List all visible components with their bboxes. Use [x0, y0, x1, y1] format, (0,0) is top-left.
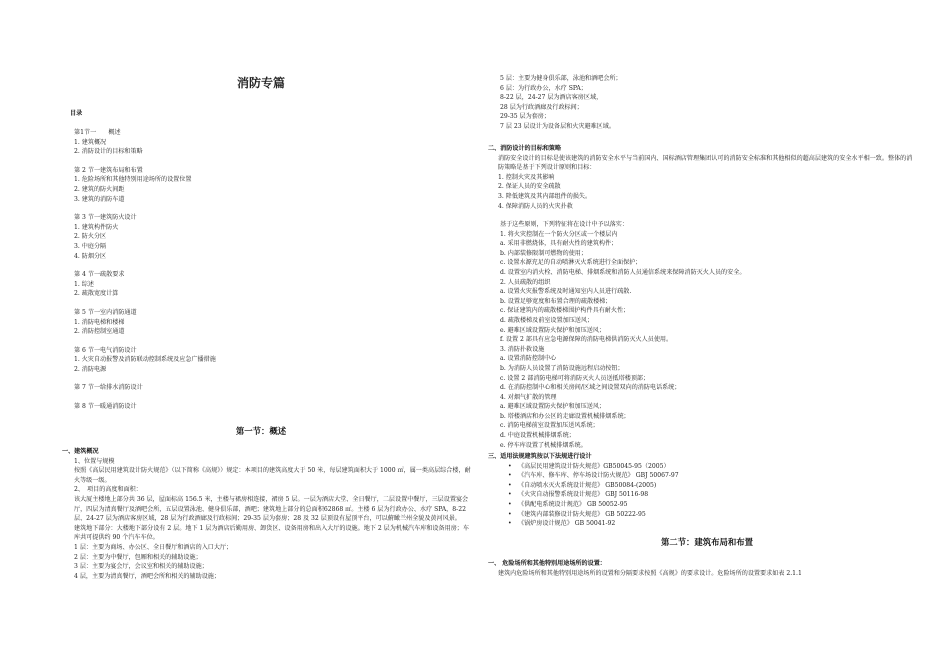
list-item: b. 内部装修限制可燃物的使用；	[500, 249, 587, 257]
section-1-title: 第一节：概述	[235, 426, 287, 436]
toc-group-8	[74, 402, 216, 412]
toc-head: 第1节一 概述	[74, 129, 121, 136]
list-item: a. 避难区域设置防火保护和加压送风；	[500, 403, 606, 411]
paragraph: 按照《高层民用建筑设计防火规范》（以下简称《高规》）规定：本项目的建筑高度大于 50 米，每层建筑面积大于 1000 ㎡，属一类高层综合楼，耐火等级一级。	[74, 467, 471, 484]
toc-group-1	[74, 128, 216, 157]
list-item: c. 消防电梯前室设置加压送风系统；	[500, 422, 599, 430]
toc-head: 第 4 节一疏散要求	[74, 271, 125, 279]
list-item: 8-22 层，24-27 层为酒店客房区域，	[500, 94, 603, 102]
list-item: e. 停车库设置了机械排烟系统。	[500, 441, 587, 449]
toc-group-6	[74, 346, 216, 375]
list-item: • 《建筑内部装修设计防火规范》 GB 50222-95	[496, 510, 914, 520]
toc-item: 2. 建筑的防火间距	[74, 185, 125, 193]
list-item: d. 中庭设置机械排烟系统；	[500, 432, 575, 440]
list-item: • 《汽车库、修车库、停车场设计防火规范》 GBJ 50067-97	[496, 471, 914, 481]
toc-item: 3. 中庭分隔	[74, 242, 107, 250]
toc-item: 2. 消防设计的目标和策略	[74, 148, 143, 156]
list-item: d. 在消防控制中心和相关房间/区域之间设置双向的消防电话系统；	[500, 384, 681, 392]
toc-item: 1. 建筑构件防火	[74, 223, 119, 231]
goals-list	[488, 173, 914, 211]
list-item: • 《火灾自动报警系统设计规范》 GBJ 50116-98	[496, 490, 914, 500]
list-item: 3. 消防扑救设施	[500, 345, 545, 353]
toc-item: 2. 疏散宽度计算	[74, 290, 119, 298]
toc-item: 2. 防火分区	[74, 233, 107, 241]
toc-item: 1. 综述	[74, 280, 94, 288]
list-item: f. 设置 2 部具有应急电源保障的消防电梯供消防灭火人员使用。	[500, 336, 673, 344]
toc-head: 第 3 节一建筑防火设计	[74, 214, 137, 222]
list-item: b. 设置足够宽度和布置合理的疏散楼梯；	[500, 297, 612, 305]
list-item: c. 设置 2 部消防电梯可将消防灭火人员送抵塔楼顶部；	[500, 374, 650, 382]
list-item: 4. 保障消防人员的火灾扑救	[498, 202, 573, 210]
list-item: 1 层：主要为商场、办公区、全日餐厅和酒店的入口大厅；	[74, 543, 233, 551]
subheading-goals: 二、消防设计的目标和策略	[488, 145, 562, 152]
list-item: • 《自动喷水灭火系统设计规范》 GB50084-(2005)	[496, 481, 914, 491]
toc-item: 1. 建筑概况	[74, 138, 107, 146]
section-2-body	[488, 559, 914, 578]
list-item: b. 为消防人员设置了消防设施远程启动按钮；	[500, 364, 624, 372]
section-1-body	[62, 447, 474, 581]
paragraph: 1、位置与规模	[74, 457, 115, 465]
toc-head: 第 6 节一电气消防设计	[74, 346, 137, 354]
list-item: 1. 将火灾控制在一个防火分区或一个楼层内	[500, 230, 618, 238]
list-item: 4 层，主要为清真餐厅，酒吧会所和相关的辅助设施；	[74, 572, 220, 580]
subheading-building-overview: 一、建筑概况	[62, 448, 99, 455]
strategies	[500, 220, 914, 450]
toc-group-2	[74, 166, 216, 204]
list-item: 2. 人员疏散的组织	[500, 278, 551, 286]
section-2-title: 第二节：建筑布局和布置	[660, 537, 754, 547]
toc-head: 第 7 节一给排水消防设计	[74, 384, 143, 392]
list-item: 2. 保证人员的安全疏散	[498, 183, 561, 191]
toc-heading: 目录	[70, 110, 83, 117]
section-codes	[488, 452, 914, 529]
list-item: 5 层：主要为健身俱乐部，泳池和酒吧会所；	[500, 75, 622, 82]
toc-group-5	[74, 308, 216, 337]
list-item: c. 保证建筑内的疏散楼梯围护构件具有耐火性；	[500, 307, 630, 315]
section-goals	[488, 144, 914, 211]
toc-head: 第 8 节一暖通消防设计	[74, 403, 137, 411]
codes-list	[488, 462, 914, 529]
paragraph: 消防安全设计的目标是使该建筑的消防安全水平与当前国内、国标酒店管理集团认可的消防安全标准和其他相似的超高层建筑的安全水平相一致。整体的消防策略是基于下列设计原则和目标：	[498, 154, 913, 172]
toc-group-4	[74, 270, 216, 299]
toc-group-3	[74, 213, 216, 261]
document-title: 消防专篇	[236, 76, 285, 90]
list-item: d. 设置室内消火栓、消防电梯、排烟系统和消防人员通信系统来保障消防灭火人员的安全。	[500, 268, 746, 276]
list-item: 3. 降低建筑及其内部组件的损失。	[498, 192, 592, 200]
toc-item: 1. 危险场所和其他特别用途场所的设置位置	[74, 176, 192, 184]
list-item: 1. 控制火灾及其影响	[498, 173, 555, 181]
list-item: 4. 对烟气扩散的管理	[500, 393, 557, 401]
list-item: • 《锅炉房设计规范》 GB 50041-92	[496, 519, 914, 529]
paragraph: 建筑内危险场所和其他特别用途场所的设置和分隔要求按照《高规》的要求设计。危险场所的设置要求如表 2.1.1	[498, 569, 802, 577]
toc-group-7	[74, 383, 216, 393]
list-item: b. 塔楼酒店和办公区的走廊设置机械排烟系统；	[500, 412, 630, 420]
toc	[74, 128, 216, 412]
list-item: • 《供配电系统设计规范》 GB 50052-95	[496, 500, 914, 510]
list-item: 29-35 层为套房；	[500, 113, 550, 121]
list-item: a. 设置火灾报警系统及时通知室内人员进行疏散.	[500, 288, 632, 296]
toc-item: 2. 消防电源	[74, 365, 107, 373]
toc-item: 1. 火灾自动报警及消防联动控制系统及应急广播措施	[74, 356, 216, 364]
toc-item: 2. 消防控制室通道	[74, 328, 125, 336]
paragraph: 基于这些原则，下列特征将在设计中予以落实：	[500, 221, 628, 228]
list-item: 2 层：主要为中餐厅，包厢和相关的辅助设施；	[74, 553, 202, 561]
list-item: 28 层为行政酒廊及行政标间；	[500, 103, 583, 111]
subheading-codes: 三、适用法规建筑按以下法规进行设计	[488, 453, 592, 460]
subheading-hazard-locations: 一、 危险场所和其他特别用途场所的设置：	[488, 560, 606, 567]
list-item: 7 层 23 层设计为设备层和火灾避难区域。	[500, 122, 615, 130]
toc-head: 第 2 节一建筑布局和布置	[74, 166, 143, 174]
list-item: e. 避难区域设置防火保护和加压送风；	[500, 326, 605, 334]
list-item: a. 采用非燃烧体，具有耐火性的建筑构件；	[500, 240, 618, 248]
toc-item: 3. 建筑的消防车道	[74, 195, 125, 203]
list-item: d. 疏散楼梯及前室设置加压送风；	[500, 316, 594, 324]
floors-continued	[500, 74, 914, 132]
list-item: • 《高层民用建筑设计防火规范》GB50045-95（2005）	[496, 462, 914, 472]
paragraph: 2、 项目的高度和面积：	[74, 486, 142, 494]
list-item: 6 层：为行政办公，水疗 SPA；	[500, 84, 587, 92]
list-item: a. 设置消防控制中心	[500, 355, 557, 363]
paragraph: 该大厦主楼地上部分共 36 层，屋面标高 156.5 米，主楼与裙房相连接，裙房 5 层。一层为酒店大堂、全日餐厅，二层设置中餐厅，三层设置宴会厅，四层为清真餐厅及酒吧会所，五层设置泳池、健身俱乐部，酒吧；建筑地上部分的总面积62868 ㎡。主楼 6 层为行政办公、水疗 SPA，8-22 层、24-27 层为酒店客房区域，28 层为行政酒廊及行政标间；29-35 层为套房；28 及 32 层顶设有屋顶平台，可以俯瞰兰州全貌及黄河风景。	[74, 495, 469, 523]
toc-head: 第 5 节一室内消防通道	[74, 308, 137, 316]
list-item: c. 设置水源充足的自动喷淋灭火系统进行全面保护；	[500, 259, 642, 267]
toc-item: 4. 防烟分区	[74, 252, 107, 260]
list-item: 3 层：主要为宴会厅，会议室和相关的辅助设施；	[74, 563, 208, 571]
toc-item: 1. 消防电梯和楼梯	[74, 318, 125, 326]
paragraph: 建筑地下部分：大楼地下部分设有 2 层。地下 1 层为酒店后勤用房、卸货区、设备用房和出入大厅的设施。地下 2 层为机械汽车库和设备用房；车库共可提供约 90 个汽车车位。	[74, 524, 469, 542]
